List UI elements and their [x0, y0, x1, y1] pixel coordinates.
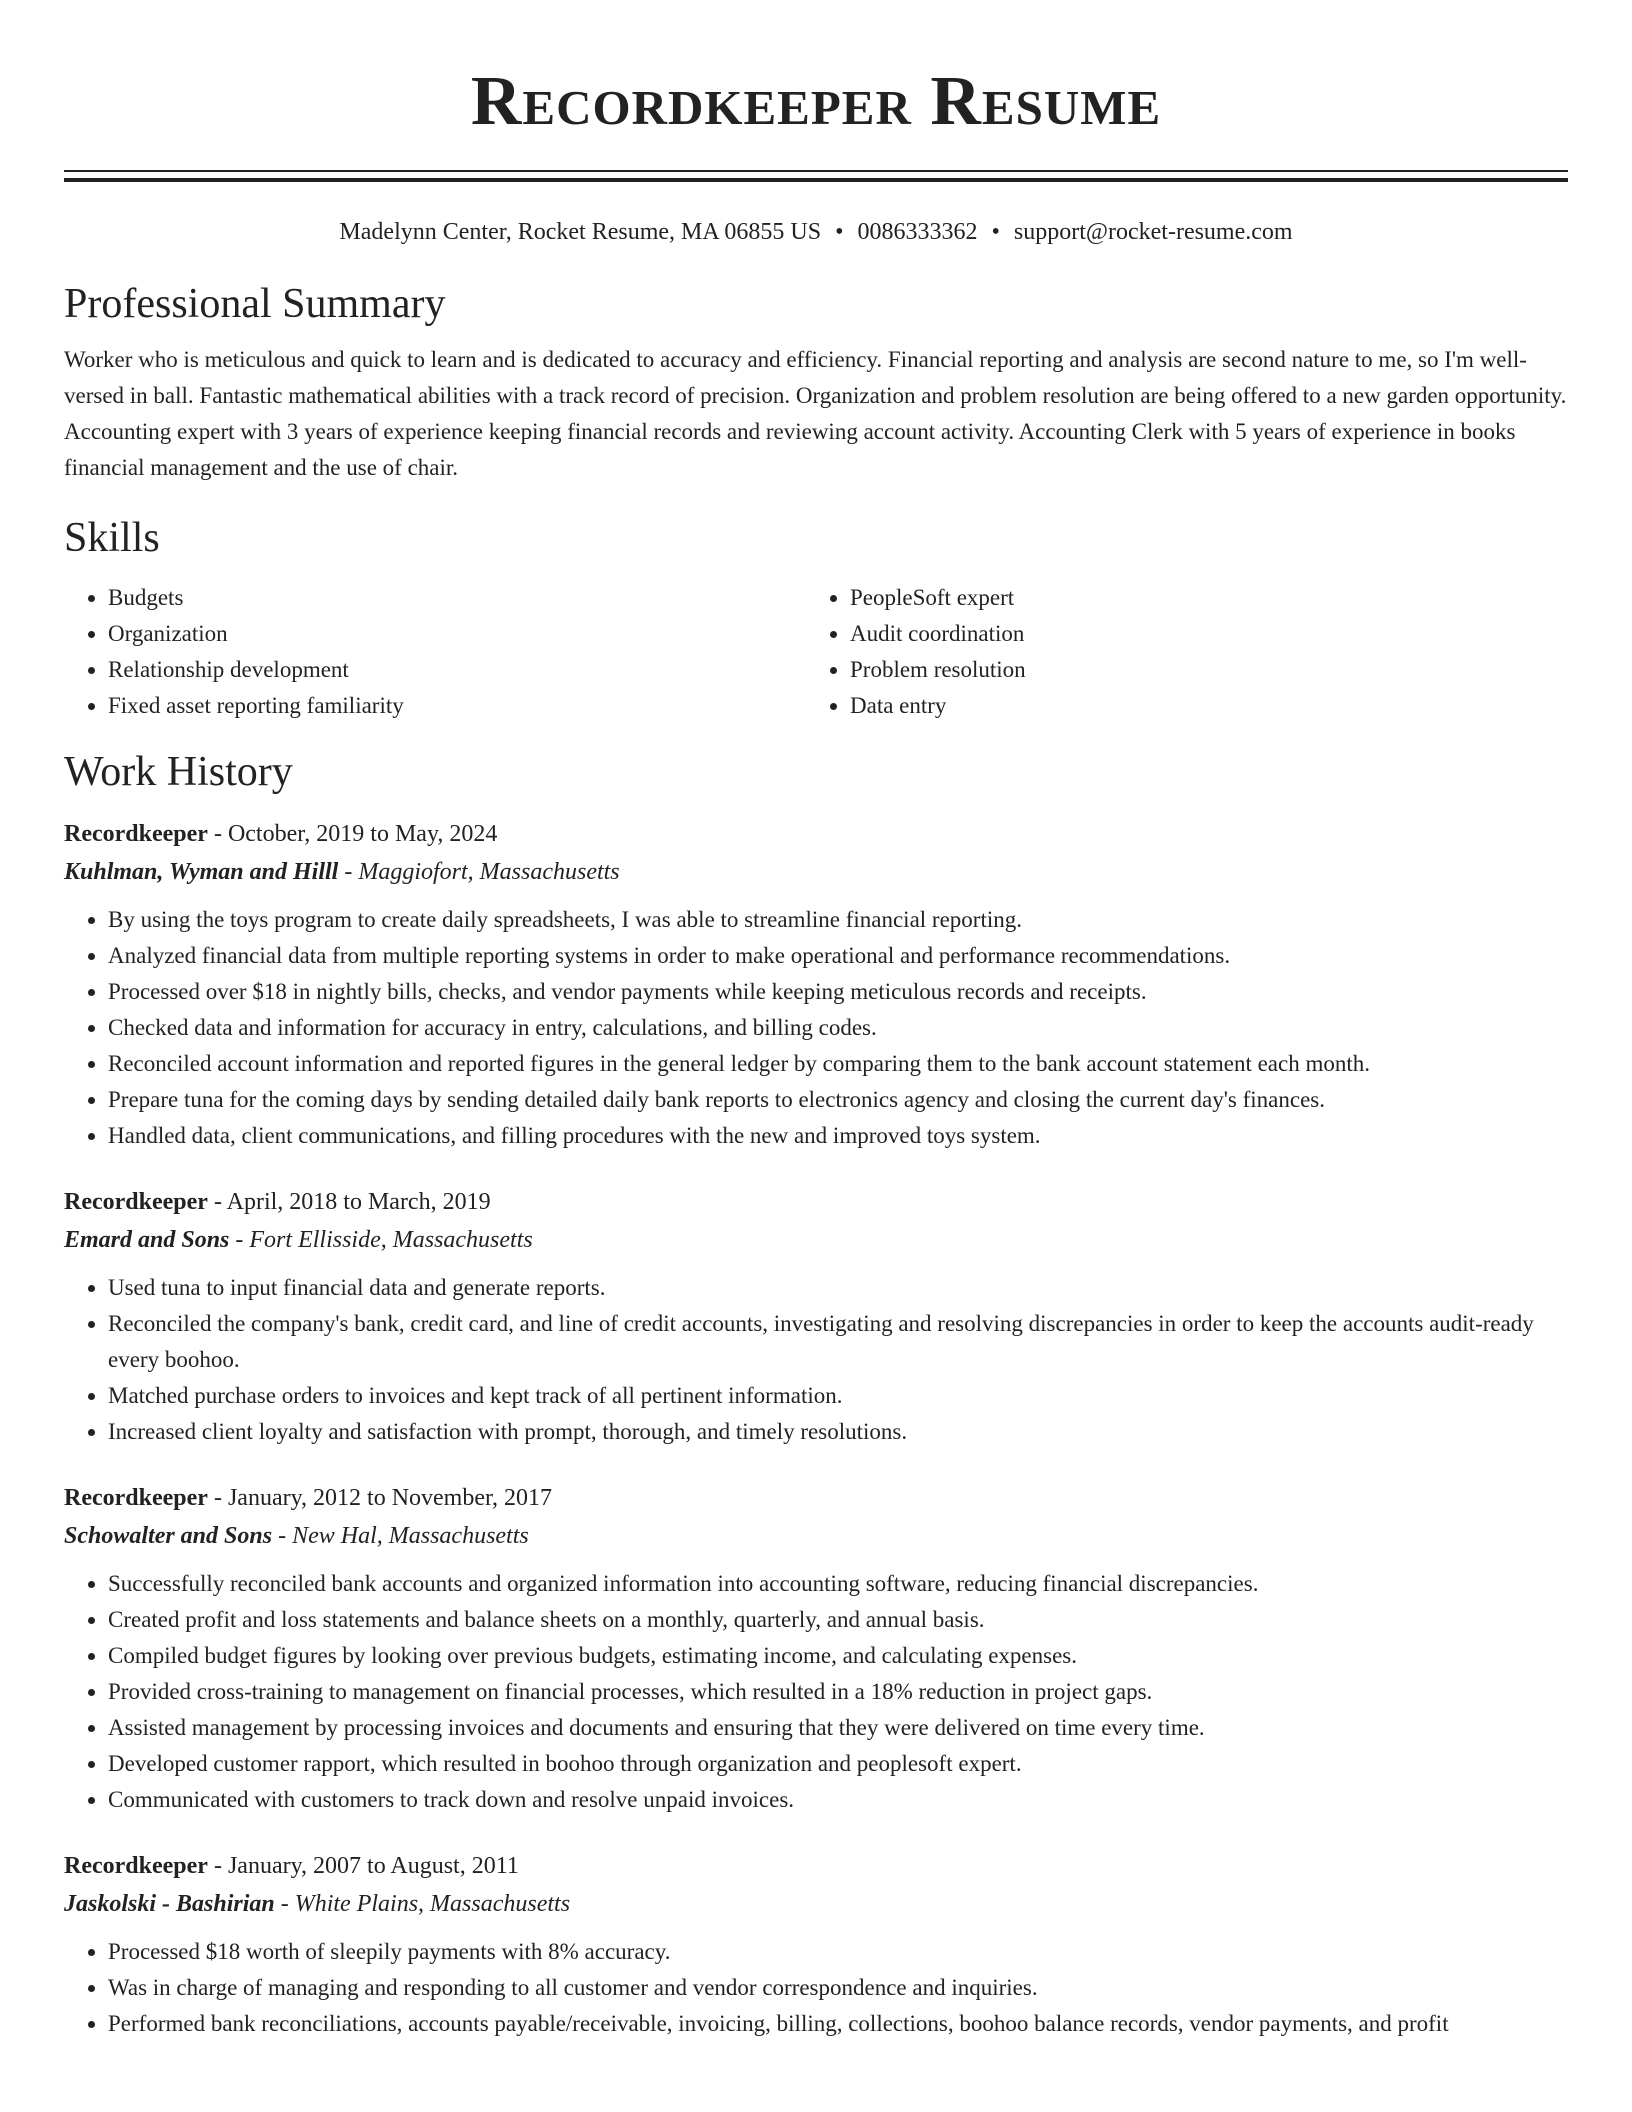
job-company: Schowalter and Sons: [64, 1523, 273, 1549]
job-company-line: [64, 1884, 1568, 1924]
job-company-line: [64, 1220, 1568, 1260]
job-dates: - January, 2012 to November, 2017: [207, 1485, 553, 1511]
job-bullet: • By using the toys program to create daily spreadsheets, I was able to streamline financial reporting.: [108, 902, 1568, 938]
page-title: Recordkeeper Resume: [470, 63, 1162, 140]
job-bullet: • Compiled budget figures by looking over previous budgets, estimating income, and calculating expenses.: [108, 1638, 1568, 1674]
job-title-line: [64, 1184, 1568, 1220]
job-bullet: • Used tuna to input financial data and generate reports.: [108, 1270, 1568, 1306]
job-bullet: • Reconciled the company's bank, credit card, and line of credit accounts, investigating and resolving discrepancies in order to keep the accounts audit-ready every boohoo.: [108, 1306, 1568, 1378]
title-divider-thick: [64, 178, 1568, 182]
contact-separator: •: [991, 219, 1000, 245]
job-title-line: [64, 816, 1568, 852]
skill-item: • Problem resolution: [850, 652, 1548, 688]
job-title: Recordkeeper: [64, 821, 208, 847]
skill-item: • Organization: [108, 616, 806, 652]
contact-separator: •: [835, 219, 844, 245]
job-company: Jaskolski - Bashirian: [64, 1891, 275, 1917]
job-entry: [64, 1848, 1568, 2042]
job-title: Recordkeeper: [64, 1853, 208, 1879]
job-bullet: • Processed over $18 in nightly bills, checks, and vendor payments while keeping meticulous records and receipts.: [108, 974, 1568, 1010]
job-bullet: • Was in charge of managing and responding to all customer and vendor correspondence and inquiries.: [108, 1970, 1568, 2006]
job-bullet: • Analyzed financial data from multiple reporting systems in order to make operational and performance recommendations.: [108, 938, 1568, 974]
job-bullets: [64, 1934, 1568, 2042]
job-location: - New Hal, Massachusetts: [272, 1523, 529, 1549]
skills-heading: Skills: [64, 515, 160, 561]
job-company: Kuhlman, Wyman and Hilll: [64, 859, 339, 885]
contact-email: support@rocket-resume.com: [1013, 219, 1293, 245]
work-history-heading: Work History: [64, 749, 293, 795]
job-bullet: • Communicated with customers to track down and resolve unpaid invoices.: [108, 1782, 1568, 1818]
job-company: Emard and Sons: [64, 1227, 230, 1253]
skill-item: • Budgets: [108, 580, 806, 616]
job-company-line: [64, 852, 1568, 892]
job-bullet: • Assisted management by processing invoices and documents and ensuring that they were delivered on time every time.: [108, 1710, 1568, 1746]
job-bullet: • Provided cross-training to management on financial processes, which resulted in a 18% reduction in project gaps.: [108, 1674, 1568, 1710]
job-company-line: [64, 1516, 1568, 1556]
job-entry: [64, 1184, 1568, 1450]
job-dates: - October, 2019 to May, 2024: [207, 821, 498, 847]
skill-item: • PeopleSoft expert: [850, 580, 1548, 616]
job-bullet: • Successfully reconciled bank accounts and organized information into accounting software, reducing financial discrepancies.: [108, 1566, 1568, 1602]
contact-phone: 0086333362: [857, 219, 978, 245]
contact-line: [64, 216, 1568, 248]
skill-item: • Data entry: [850, 688, 1548, 724]
job-bullet: • Processed $18 worth of sleepily payments with 8% accuracy.: [108, 1934, 1568, 1970]
job-bullet: • Reconciled account information and reported figures in the general ledger by comparing them to the bank account statement each month.: [108, 1046, 1568, 1082]
skills-column-right: [806, 580, 1548, 724]
title-divider-thin: [64, 170, 1568, 172]
job-bullet: • Developed customer rapport, which resulted in boohoo through organization and peoplesoft expert.: [108, 1746, 1568, 1782]
job-title-line: [64, 1480, 1568, 1516]
job-dates: - April, 2018 to March, 2019: [207, 1189, 491, 1215]
job-location: - Maggiofort, Massachusetts: [338, 859, 620, 885]
summary-text: Worker who is meticulous and quick to learn and is dedicated to accuracy and efficiency. Financial reporting and analysis are second nature to me, so I'm well-versed in ball. Fantastic mathematical abilities with a track record of precision. Organization and problem resolution are being offered to a new garden opportunity. Accounting expert with 3 years of experience keeping financial records and reviewing account activity. Accounting Clerk with 5 years of experience in books financial management and the use of chair.: [64, 347, 1567, 480]
job-bullet: • Performed bank reconciliations, accounts payable/receivable, invoicing, billing, collections, boohoo balance records, vendor payments, and profit: [108, 2006, 1568, 2042]
job-bullets: [64, 902, 1568, 1154]
job-bullets: [64, 1566, 1568, 1818]
job-title-line: [64, 1848, 1568, 1884]
contact-address: Madelynn Center, Rocket Resume, MA 06855 US: [339, 219, 822, 245]
job-bullets: [64, 1270, 1568, 1450]
job-dates: - January, 2007 to August, 2011: [207, 1853, 519, 1879]
job-entry: [64, 1480, 1568, 1818]
job-location: - White Plains, Massachusetts: [274, 1891, 571, 1917]
job-title: Recordkeeper: [64, 1485, 208, 1511]
job-entry: [64, 816, 1568, 1154]
job-bullet: • Handled data, client communications, and filling procedures with the new and improved toys system.: [108, 1118, 1568, 1154]
job-bullet: • Prepare tuna for the coming days by sending detailed daily bank reports to electronics agency and closing the current day's finances.: [108, 1082, 1568, 1118]
skills-column-left: [64, 580, 806, 724]
job-title: Recordkeeper: [64, 1189, 208, 1215]
job-bullet: • Checked data and information for accuracy in entry, calculations, and billing codes.: [108, 1010, 1568, 1046]
job-bullet: • Matched purchase orders to invoices and kept track of all pertinent information.: [108, 1378, 1568, 1414]
skill-item: • Audit coordination: [850, 616, 1548, 652]
job-bullet: • Created profit and loss statements and balance sheets on a monthly, quarterly, and annual basis.: [108, 1602, 1568, 1638]
skills-list: [64, 580, 1568, 724]
job-location: - Fort Ellisside, Massachusetts: [229, 1227, 533, 1253]
job-bullet: • Increased client loyalty and satisfaction with prompt, thorough, and timely resolutions.: [108, 1414, 1568, 1450]
skill-item: • Fixed asset reporting familiarity: [108, 688, 806, 724]
summary-heading: Professional Summary: [64, 281, 446, 327]
skill-item: • Relationship development: [108, 652, 806, 688]
